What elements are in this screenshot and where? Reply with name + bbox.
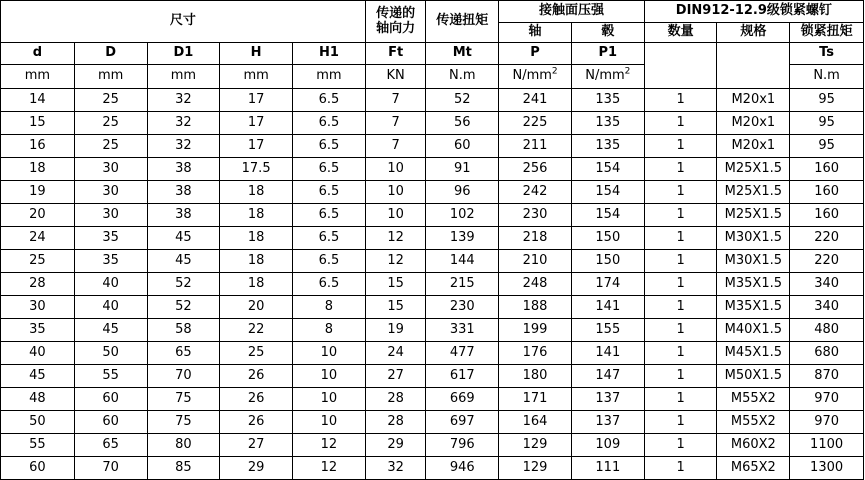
table-row bbox=[1, 342, 864, 365]
cell-Ft: 24 bbox=[365, 342, 426, 365]
cell-qty: 1 bbox=[644, 319, 717, 342]
cell-P1: 150 bbox=[571, 227, 644, 250]
cell-Ts: 220 bbox=[790, 227, 864, 250]
cell-P: 225 bbox=[499, 112, 572, 135]
header-axial-force bbox=[365, 1, 426, 43]
cell-Ft: 10 bbox=[365, 158, 426, 181]
cell-Ft: 28 bbox=[365, 388, 426, 411]
cell-spec: M45X1.5 bbox=[717, 342, 790, 365]
cell-H1: 8 bbox=[293, 319, 366, 342]
cell-Ts: 160 bbox=[790, 204, 864, 227]
quantity-unit-blank bbox=[644, 43, 717, 89]
cell-D: 35 bbox=[74, 250, 147, 273]
cell-Ts: 680 bbox=[790, 342, 864, 365]
cell-Ft: 32 bbox=[365, 457, 426, 480]
cell-qty: 1 bbox=[644, 89, 717, 112]
cell-H1: 6.5 bbox=[293, 112, 366, 135]
cell-P: 241 bbox=[499, 89, 572, 112]
symbol-H1: H1 bbox=[293, 43, 366, 65]
cell-H: 26 bbox=[220, 388, 293, 411]
table-row bbox=[1, 296, 864, 319]
table-row bbox=[1, 365, 864, 388]
cell-qty: 1 bbox=[644, 227, 717, 250]
cell-D1: 80 bbox=[147, 434, 220, 457]
cell-D1: 52 bbox=[147, 296, 220, 319]
unit-P1 bbox=[571, 65, 644, 89]
cell-P: 176 bbox=[499, 342, 572, 365]
cell-D1: 70 bbox=[147, 365, 220, 388]
cell-D1: 38 bbox=[147, 158, 220, 181]
cell-Ft: 7 bbox=[365, 112, 426, 135]
cell-spec: M20x1 bbox=[717, 89, 790, 112]
cell-D1: 32 bbox=[147, 89, 220, 112]
cell-Ts: 1100 bbox=[790, 434, 864, 457]
cell-P1: 150 bbox=[571, 250, 644, 273]
cell-Mt: 946 bbox=[426, 457, 499, 480]
cell-P1: 155 bbox=[571, 319, 644, 342]
cell-d: 60 bbox=[1, 457, 75, 480]
cell-D: 70 bbox=[74, 457, 147, 480]
cell-qty: 1 bbox=[644, 457, 717, 480]
cell-d: 16 bbox=[1, 135, 75, 158]
table-row bbox=[1, 112, 864, 135]
header-quantity: 数量 bbox=[644, 23, 717, 43]
cell-D: 65 bbox=[74, 434, 147, 457]
cell-P: 188 bbox=[499, 296, 572, 319]
cell-Ts: 970 bbox=[790, 388, 864, 411]
cell-D: 30 bbox=[74, 204, 147, 227]
cell-H1: 10 bbox=[293, 388, 366, 411]
unit-H: mm bbox=[220, 65, 293, 89]
cell-Mt: 215 bbox=[426, 273, 499, 296]
cell-Ts: 220 bbox=[790, 250, 864, 273]
cell-H1: 10 bbox=[293, 342, 366, 365]
cell-d: 45 bbox=[1, 365, 75, 388]
cell-d: 28 bbox=[1, 273, 75, 296]
cell-d: 24 bbox=[1, 227, 75, 250]
cell-Mt: 331 bbox=[426, 319, 499, 342]
cell-qty: 1 bbox=[644, 296, 717, 319]
cell-P1: 109 bbox=[571, 434, 644, 457]
cell-Mt: 669 bbox=[426, 388, 499, 411]
table-row bbox=[1, 204, 864, 227]
cell-H: 29 bbox=[220, 457, 293, 480]
cell-H: 26 bbox=[220, 411, 293, 434]
cell-H1: 10 bbox=[293, 411, 366, 434]
cell-P1: 147 bbox=[571, 365, 644, 388]
cell-Ts: 970 bbox=[790, 411, 864, 434]
cell-H: 22 bbox=[220, 319, 293, 342]
cell-H1: 10 bbox=[293, 365, 366, 388]
cell-D1: 38 bbox=[147, 204, 220, 227]
cell-Mt: 230 bbox=[426, 296, 499, 319]
cell-Ft: 10 bbox=[365, 181, 426, 204]
cell-Ts: 870 bbox=[790, 365, 864, 388]
cell-H: 18 bbox=[220, 273, 293, 296]
cell-Ft: 15 bbox=[365, 273, 426, 296]
cell-P1: 137 bbox=[571, 388, 644, 411]
cell-H: 25 bbox=[220, 342, 293, 365]
cell-H: 27 bbox=[220, 434, 293, 457]
cell-Ts: 340 bbox=[790, 273, 864, 296]
cell-P: 171 bbox=[499, 388, 572, 411]
cell-H1: 6.5 bbox=[293, 89, 366, 112]
cell-H: 26 bbox=[220, 365, 293, 388]
cell-D: 25 bbox=[74, 135, 147, 158]
cell-H1: 6.5 bbox=[293, 158, 366, 181]
cell-D1: 58 bbox=[147, 319, 220, 342]
table-row bbox=[1, 250, 864, 273]
cell-qty: 1 bbox=[644, 342, 717, 365]
cell-D1: 52 bbox=[147, 273, 220, 296]
table-row bbox=[1, 89, 864, 112]
cell-spec: M25X1.5 bbox=[717, 181, 790, 204]
cell-H1: 6.5 bbox=[293, 250, 366, 273]
cell-Mt: 52 bbox=[426, 89, 499, 112]
cell-qty: 1 bbox=[644, 135, 717, 158]
cell-Ft: 12 bbox=[365, 250, 426, 273]
cell-D: 30 bbox=[74, 181, 147, 204]
cell-P1: 135 bbox=[571, 89, 644, 112]
cell-Ft: 15 bbox=[365, 296, 426, 319]
symbol-P: P bbox=[499, 43, 572, 65]
cell-d: 15 bbox=[1, 112, 75, 135]
table-row bbox=[1, 181, 864, 204]
cell-Ft: 27 bbox=[365, 365, 426, 388]
cell-H: 18 bbox=[220, 250, 293, 273]
cell-Mt: 56 bbox=[426, 112, 499, 135]
cell-spec: M55X2 bbox=[717, 388, 790, 411]
table-row bbox=[1, 319, 864, 342]
header-tightening-torque: 锁紧扭矩 bbox=[790, 23, 864, 43]
cell-spec: M35X1.5 bbox=[717, 273, 790, 296]
cell-qty: 1 bbox=[644, 158, 717, 181]
cell-spec: M30X1.5 bbox=[717, 227, 790, 250]
unit-P1-base: N/mm bbox=[585, 68, 625, 84]
cell-Ft: 7 bbox=[365, 135, 426, 158]
cell-D: 25 bbox=[74, 112, 147, 135]
unit-Ts: N.m bbox=[790, 65, 864, 89]
table-body bbox=[1, 89, 864, 480]
cell-d: 55 bbox=[1, 434, 75, 457]
cell-P: 230 bbox=[499, 204, 572, 227]
cell-Mt: 477 bbox=[426, 342, 499, 365]
cell-P: 129 bbox=[499, 457, 572, 480]
cell-d: 14 bbox=[1, 89, 75, 112]
cell-d: 20 bbox=[1, 204, 75, 227]
header-torque: 传递扭矩 bbox=[426, 1, 499, 43]
cell-P: 199 bbox=[499, 319, 572, 342]
unit-P-exponent: 2 bbox=[551, 67, 558, 78]
cell-Mt: 617 bbox=[426, 365, 499, 388]
unit-d: mm bbox=[1, 65, 75, 89]
header-axial-force-line1: 传递的 bbox=[376, 6, 416, 22]
cell-qty: 1 bbox=[644, 250, 717, 273]
unit-P1-exponent: 2 bbox=[624, 67, 631, 78]
cell-Ts: 340 bbox=[790, 296, 864, 319]
table-row bbox=[1, 457, 864, 480]
table-row bbox=[1, 158, 864, 181]
table-row bbox=[1, 227, 864, 250]
cell-d: 19 bbox=[1, 181, 75, 204]
cell-d: 25 bbox=[1, 250, 75, 273]
cell-D: 45 bbox=[74, 319, 147, 342]
cell-spec: M50X1.5 bbox=[717, 365, 790, 388]
symbol-d: d bbox=[1, 43, 75, 65]
cell-Mt: 96 bbox=[426, 181, 499, 204]
cell-D: 25 bbox=[74, 89, 147, 112]
cell-qty: 1 bbox=[644, 365, 717, 388]
cell-d: 18 bbox=[1, 158, 75, 181]
unit-P-base: N/mm bbox=[512, 68, 552, 84]
cell-spec: M30X1.5 bbox=[717, 250, 790, 273]
cell-Ts: 160 bbox=[790, 181, 864, 204]
cell-H: 17 bbox=[220, 89, 293, 112]
cell-D1: 45 bbox=[147, 227, 220, 250]
table-row bbox=[1, 434, 864, 457]
unit-D: mm bbox=[74, 65, 147, 89]
cell-H: 20 bbox=[220, 296, 293, 319]
cell-P: 242 bbox=[499, 181, 572, 204]
symbol-H: H bbox=[220, 43, 293, 65]
cell-Mt: 697 bbox=[426, 411, 499, 434]
cell-Ts: 95 bbox=[790, 135, 864, 158]
cell-H1: 6.5 bbox=[293, 204, 366, 227]
cell-qty: 1 bbox=[644, 434, 717, 457]
unit-P bbox=[499, 65, 572, 89]
cell-qty: 1 bbox=[644, 112, 717, 135]
cell-H1: 12 bbox=[293, 457, 366, 480]
cell-D: 60 bbox=[74, 411, 147, 434]
cell-spec: M55X2 bbox=[717, 411, 790, 434]
symbol-D: D bbox=[74, 43, 147, 65]
unit-H1: mm bbox=[293, 65, 366, 89]
cell-P1: 141 bbox=[571, 296, 644, 319]
cell-P: 180 bbox=[499, 365, 572, 388]
cell-spec: M60X2 bbox=[717, 434, 790, 457]
cell-spec: M65X2 bbox=[717, 457, 790, 480]
cell-Ts: 95 bbox=[790, 112, 864, 135]
cell-spec: M35X1.5 bbox=[717, 296, 790, 319]
cell-D: 55 bbox=[74, 365, 147, 388]
table-row bbox=[1, 411, 864, 434]
cell-P1: 154 bbox=[571, 158, 644, 181]
table-row bbox=[1, 273, 864, 296]
cell-qty: 1 bbox=[644, 204, 717, 227]
cell-D1: 65 bbox=[147, 342, 220, 365]
cell-P: 211 bbox=[499, 135, 572, 158]
cell-H1: 12 bbox=[293, 434, 366, 457]
cell-spec: M25X1.5 bbox=[717, 204, 790, 227]
cell-qty: 1 bbox=[644, 388, 717, 411]
cell-Ft: 12 bbox=[365, 227, 426, 250]
cell-H: 17 bbox=[220, 112, 293, 135]
unit-Ft: KN bbox=[365, 65, 426, 89]
cell-D: 35 bbox=[74, 227, 147, 250]
cell-H1: 6.5 bbox=[293, 135, 366, 158]
cell-H1: 8 bbox=[293, 296, 366, 319]
cell-P: 210 bbox=[499, 250, 572, 273]
cell-P: 248 bbox=[499, 273, 572, 296]
header-size-group: 尺寸 bbox=[1, 1, 366, 43]
cell-qty: 1 bbox=[644, 181, 717, 204]
cell-d: 48 bbox=[1, 388, 75, 411]
cell-P1: 137 bbox=[571, 411, 644, 434]
cell-P1: 111 bbox=[571, 457, 644, 480]
cell-D1: 38 bbox=[147, 181, 220, 204]
cell-spec: M25X1.5 bbox=[717, 158, 790, 181]
cell-Ft: 29 bbox=[365, 434, 426, 457]
cell-H: 17.5 bbox=[220, 158, 293, 181]
cell-H: 18 bbox=[220, 181, 293, 204]
cell-H: 18 bbox=[220, 227, 293, 250]
cell-P1: 154 bbox=[571, 204, 644, 227]
header-bolt-group: DIN912-12.9级锁紧螺钉 bbox=[644, 1, 863, 23]
cell-qty: 1 bbox=[644, 273, 717, 296]
cell-Ft: 7 bbox=[365, 89, 426, 112]
header-axial-force-line2: 轴向力 bbox=[376, 20, 416, 36]
cell-D1: 75 bbox=[147, 411, 220, 434]
table-row bbox=[1, 388, 864, 411]
cell-P1: 141 bbox=[571, 342, 644, 365]
cell-d: 30 bbox=[1, 296, 75, 319]
cell-P1: 135 bbox=[571, 112, 644, 135]
cell-P: 164 bbox=[499, 411, 572, 434]
cell-qty: 1 bbox=[644, 411, 717, 434]
cell-Ts: 480 bbox=[790, 319, 864, 342]
table-row bbox=[1, 135, 864, 158]
cell-Ft: 28 bbox=[365, 411, 426, 434]
cell-D: 30 bbox=[74, 158, 147, 181]
cell-H1: 6.5 bbox=[293, 227, 366, 250]
cell-P1: 174 bbox=[571, 273, 644, 296]
cell-Mt: 60 bbox=[426, 135, 499, 158]
cell-D: 40 bbox=[74, 273, 147, 296]
cell-Mt: 139 bbox=[426, 227, 499, 250]
cell-D: 40 bbox=[74, 296, 147, 319]
header-hub: 毂 bbox=[571, 23, 644, 43]
spec-unit-blank bbox=[717, 43, 790, 89]
cell-D: 60 bbox=[74, 388, 147, 411]
cell-Mt: 91 bbox=[426, 158, 499, 181]
cell-spec: M40X1.5 bbox=[717, 319, 790, 342]
cell-d: 40 bbox=[1, 342, 75, 365]
cell-H: 18 bbox=[220, 204, 293, 227]
cell-H1: 6.5 bbox=[293, 273, 366, 296]
header-spec: 规格 bbox=[717, 23, 790, 43]
cell-Mt: 102 bbox=[426, 204, 499, 227]
cell-D1: 32 bbox=[147, 112, 220, 135]
cell-spec: M20x1 bbox=[717, 112, 790, 135]
symbol-D1: D1 bbox=[147, 43, 220, 65]
cell-D: 50 bbox=[74, 342, 147, 365]
cell-D1: 32 bbox=[147, 135, 220, 158]
cell-P1: 135 bbox=[571, 135, 644, 158]
unit-D1: mm bbox=[147, 65, 220, 89]
cell-D1: 75 bbox=[147, 388, 220, 411]
symbol-Ft: Ft bbox=[365, 43, 426, 65]
cell-D1: 85 bbox=[147, 457, 220, 480]
header-contact-pressure: 接触面压强 bbox=[499, 1, 645, 23]
cell-P: 129 bbox=[499, 434, 572, 457]
cell-d: 35 bbox=[1, 319, 75, 342]
cell-Ts: 95 bbox=[790, 89, 864, 112]
symbol-Ts: Ts bbox=[790, 43, 864, 65]
header-shaft: 轴 bbox=[499, 23, 572, 43]
cell-Mt: 796 bbox=[426, 434, 499, 457]
cell-spec: M20x1 bbox=[717, 135, 790, 158]
symbol-P1: P1 bbox=[571, 43, 644, 65]
cell-P: 256 bbox=[499, 158, 572, 181]
cell-d: 50 bbox=[1, 411, 75, 434]
cell-Ts: 160 bbox=[790, 158, 864, 181]
cell-P1: 154 bbox=[571, 181, 644, 204]
symbol-Mt: Mt bbox=[426, 43, 499, 65]
cell-Ft: 10 bbox=[365, 204, 426, 227]
cell-H1: 6.5 bbox=[293, 181, 366, 204]
cell-Ft: 19 bbox=[365, 319, 426, 342]
cell-P: 218 bbox=[499, 227, 572, 250]
cell-D1: 45 bbox=[147, 250, 220, 273]
cell-Ts: 1300 bbox=[790, 457, 864, 480]
cell-H: 17 bbox=[220, 135, 293, 158]
cell-Mt: 144 bbox=[426, 250, 499, 273]
unit-Mt: N.m bbox=[426, 65, 499, 89]
